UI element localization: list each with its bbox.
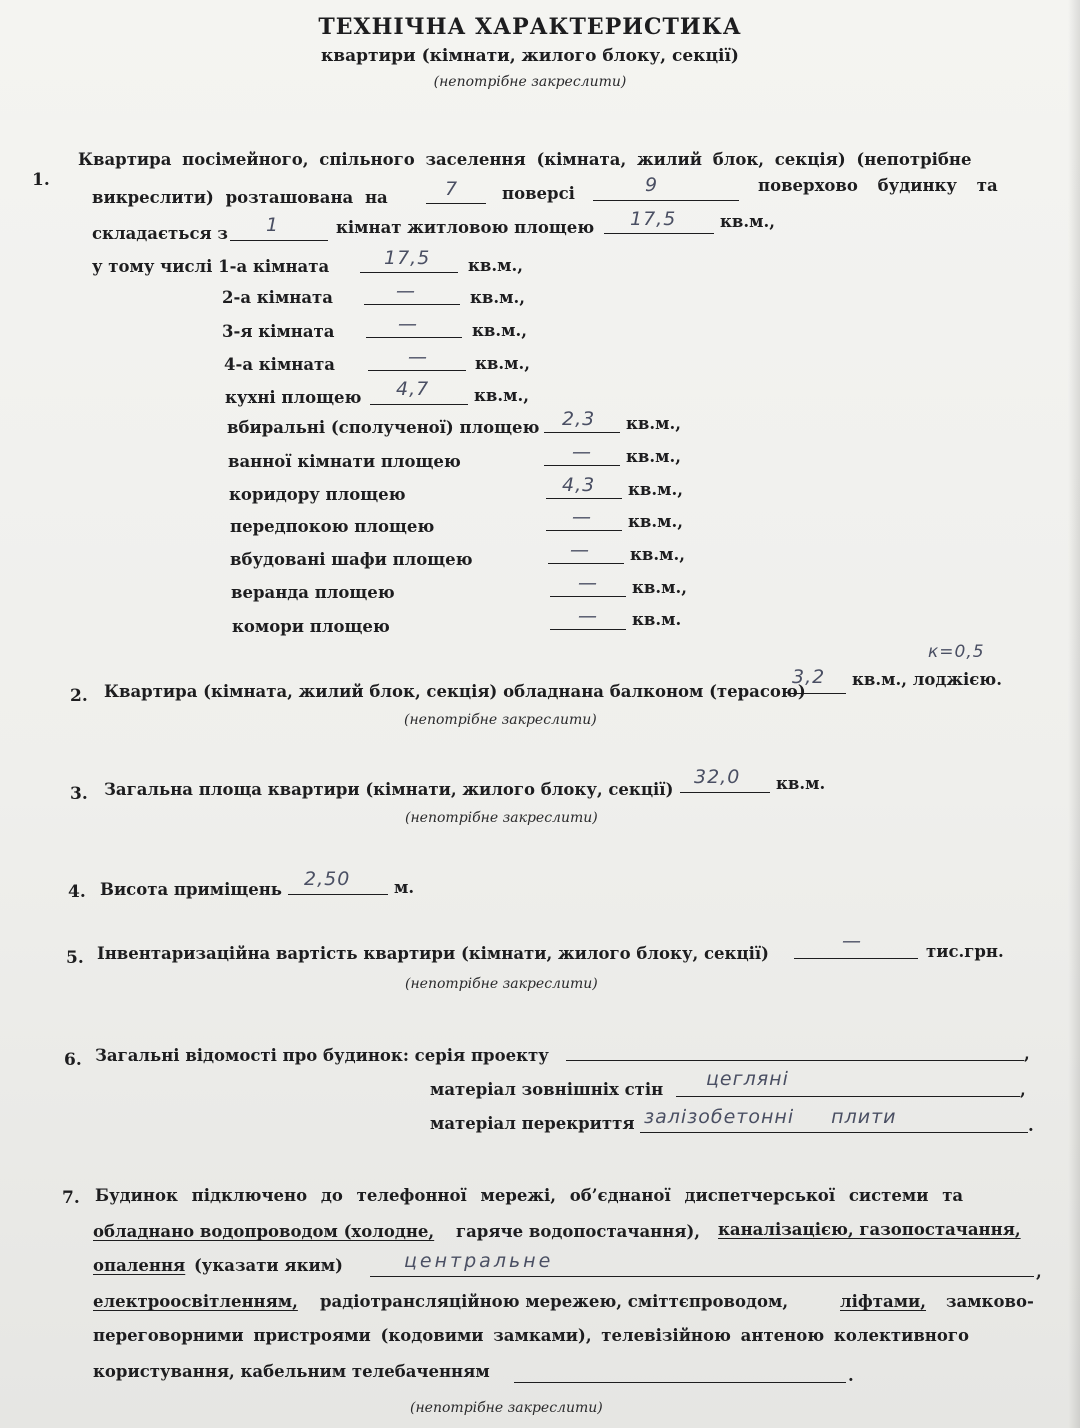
room-row-line bbox=[550, 629, 626, 630]
room-row-unit: кв.м., bbox=[472, 321, 527, 340]
room-row-unit: кв.м., bbox=[468, 256, 523, 275]
item2-text-b: кв.м., лоджією. bbox=[852, 670, 1002, 689]
room-row-unit: кв.м., bbox=[628, 480, 683, 499]
room-row-label: вбудовані шафи площею bbox=[230, 550, 473, 569]
item5-text: Інвентаризаційна вартість квартири (кімнати, жилого блоку, секції) bbox=[97, 944, 769, 963]
storage-value: — bbox=[578, 605, 598, 627]
height-line bbox=[288, 894, 388, 895]
item7-heating: опалення bbox=[93, 1256, 186, 1275]
storeys-line bbox=[593, 200, 739, 201]
item2-number: 2. bbox=[70, 686, 88, 706]
rooms-count-line bbox=[230, 240, 328, 241]
room-row-line bbox=[366, 337, 462, 338]
floors-label: матеріал перекриття bbox=[430, 1114, 635, 1133]
item3-unit: кв.м. bbox=[776, 774, 826, 793]
item4-number: 4. bbox=[68, 882, 86, 902]
room-row-label: коридору площею bbox=[229, 485, 406, 504]
item7-heating-hint: (указати яким) bbox=[194, 1256, 343, 1275]
item7-locks-a: замково- bbox=[946, 1292, 1034, 1311]
inventory-value-line bbox=[794, 958, 918, 959]
room-row-unit: кв.м., bbox=[470, 288, 525, 307]
item2-note: (непотрібне закреслити) bbox=[404, 712, 597, 728]
item7-line6: користування, кабельним телебаченням bbox=[93, 1362, 490, 1381]
item1-line2-a: викреслити) розташована на bbox=[92, 188, 388, 207]
document-subtitle: квартири (кімнати, жилого блоку, секції) bbox=[321, 46, 739, 66]
item5-note: (непотрібне закреслити) bbox=[405, 976, 598, 992]
wardrobes-value: — bbox=[570, 539, 590, 561]
item1-line2-c: поверхово будинку та bbox=[758, 176, 998, 195]
room-row-unit: кв.м., bbox=[628, 512, 683, 531]
item7-lifts: ліфтами, bbox=[840, 1292, 927, 1311]
item6-text: Загальні відомості про будинок: серія проекту bbox=[95, 1046, 549, 1065]
toilet-value: 2,3 bbox=[562, 408, 596, 430]
item1-line1: Квартира посімейного, спільного заселення (кімната, жилий блок, секція) (непотрібне bbox=[78, 150, 972, 169]
living-area-value: 17,5 bbox=[630, 208, 677, 230]
room-row-label: кухні площею bbox=[225, 388, 362, 407]
item1-number: 1. bbox=[32, 170, 50, 190]
item3-text: Загальна площа квартири (кімнати, жилого блоку, секції) bbox=[104, 780, 674, 799]
room-row-label: 3-я кімната bbox=[222, 322, 335, 341]
room-row-unit-last: кв.м. bbox=[632, 610, 682, 629]
heating-comma: , bbox=[1036, 1262, 1042, 1281]
room4-value: — bbox=[408, 346, 428, 368]
room-row-unit: кв.м., bbox=[630, 545, 685, 564]
room-row-label: 2-а кімната bbox=[222, 288, 333, 307]
inventory-value: — bbox=[842, 930, 862, 952]
item7-electric: електроосвітленням, bbox=[93, 1292, 298, 1311]
floors-value: залізобетонні плити bbox=[644, 1106, 897, 1128]
total-area-line bbox=[680, 792, 770, 793]
room-row-line bbox=[548, 563, 624, 564]
room-row-line bbox=[544, 465, 620, 466]
document-title: ТЕХНІЧНА ХАРАКТЕРИСТИКА bbox=[318, 14, 742, 40]
room-row-line bbox=[546, 530, 622, 531]
room-row-label: 4-а кімната bbox=[224, 355, 335, 374]
room-row-unit: кв.м., bbox=[475, 354, 530, 373]
item1-line3-a: складається з bbox=[92, 224, 228, 243]
walls-value: цегляні bbox=[706, 1068, 789, 1090]
room-row-label: ванної кімнати площею bbox=[228, 452, 461, 471]
room-row-label: передпокою площею bbox=[230, 517, 435, 536]
page-edge-shadow bbox=[1068, 0, 1080, 1428]
cable-tv-period: . bbox=[848, 1366, 854, 1385]
item3-note: (непотрібне закреслити) bbox=[405, 810, 598, 826]
item5-unit: тис.грн. bbox=[926, 942, 1004, 961]
hallway-value: — bbox=[572, 506, 592, 528]
room-row-unit: кв.м., bbox=[632, 578, 687, 597]
coefficient-note: к=0,5 bbox=[928, 642, 985, 662]
item7-radio-chute: радіотрансляційною мережею, сміттєпроводом, bbox=[320, 1292, 789, 1311]
series-comma: , bbox=[1024, 1044, 1030, 1063]
room-row-unit: кв.м., bbox=[474, 386, 529, 405]
item7-water-hot: гаряче водопостачання), bbox=[456, 1222, 701, 1241]
walls-label: матеріал зовнішніх стін bbox=[430, 1080, 664, 1099]
item6-number: 6. bbox=[64, 1050, 82, 1070]
walls-line bbox=[676, 1096, 1020, 1097]
item4-unit: м. bbox=[394, 878, 415, 897]
rooms-count-value: 1 bbox=[266, 214, 280, 236]
room-row-unit: кв.м., bbox=[626, 447, 681, 466]
storeys-value: 9 bbox=[645, 174, 659, 196]
item4-text: Висота приміщень bbox=[100, 880, 282, 899]
corridor-value: 4,3 bbox=[562, 474, 596, 496]
room-row-label: вбиральні (сполученої) площею bbox=[227, 418, 540, 437]
floors-line bbox=[640, 1132, 1028, 1133]
item7-line5: переговорними пристроями (кодовими замками), телевізійною антеною колективного bbox=[93, 1326, 970, 1345]
balcony-area-value: 3,2 bbox=[792, 666, 826, 688]
item5-number: 5. bbox=[66, 948, 84, 968]
room-row-line bbox=[370, 404, 468, 405]
veranda-value: — bbox=[578, 572, 598, 594]
header-note: (непотрібне закреслити) bbox=[433, 74, 627, 90]
floor-value: 7 bbox=[445, 178, 459, 200]
room1-value: 17,5 bbox=[384, 247, 431, 269]
item2-text-a: Квартира (кімната, жилий блок, секція) обладнана балконом (терасою) bbox=[104, 682, 806, 701]
room-row-label: комори площею bbox=[232, 617, 390, 636]
room-row-line bbox=[546, 498, 622, 499]
walls-comma: , bbox=[1020, 1080, 1026, 1099]
heating-value: центральне bbox=[404, 1250, 554, 1272]
room-row-line bbox=[544, 432, 620, 433]
floor-line bbox=[426, 203, 486, 204]
height-value: 2,50 bbox=[304, 868, 351, 890]
item7-note: (непотрібне закреслити) bbox=[410, 1400, 603, 1416]
item7-number: 7. bbox=[62, 1188, 80, 1208]
room-row-unit: кв.м., bbox=[626, 414, 681, 433]
item1-line2-b: поверсі bbox=[502, 184, 575, 203]
cable-tv-line bbox=[514, 1382, 846, 1383]
room-row-line bbox=[364, 304, 460, 305]
floors-period: . bbox=[1028, 1116, 1034, 1135]
item1-line3-c: кв.м., bbox=[720, 212, 775, 231]
balcony-line bbox=[790, 693, 846, 694]
room2-value: — bbox=[396, 280, 416, 302]
room-row-line bbox=[360, 272, 458, 273]
item1-line3-b: кімнат житловою площею bbox=[336, 218, 595, 237]
series-line bbox=[566, 1060, 1024, 1061]
item7-line1: Будинок підключено до телефонної мережі, об’єднаної диспетчерської системи та bbox=[95, 1186, 964, 1205]
kitchen-value: 4,7 bbox=[396, 378, 430, 400]
room-row-line bbox=[550, 596, 626, 597]
total-area-value: 32,0 bbox=[694, 766, 741, 788]
item7-water-cold: обладнано водопроводом (холодне, bbox=[93, 1222, 435, 1241]
room3-value: — bbox=[398, 313, 418, 335]
heating-line bbox=[370, 1276, 1034, 1277]
item3-number: 3. bbox=[70, 784, 88, 804]
bathroom-value: — bbox=[572, 441, 592, 463]
including-label: у тому числі 1-а кімната bbox=[92, 257, 330, 276]
room-row-label: веранда площею bbox=[231, 583, 395, 602]
room-row-line bbox=[368, 370, 466, 371]
item7-sewage-gas: каналізацією, газопостачання, bbox=[718, 1220, 1021, 1239]
living-area-line bbox=[604, 233, 714, 234]
